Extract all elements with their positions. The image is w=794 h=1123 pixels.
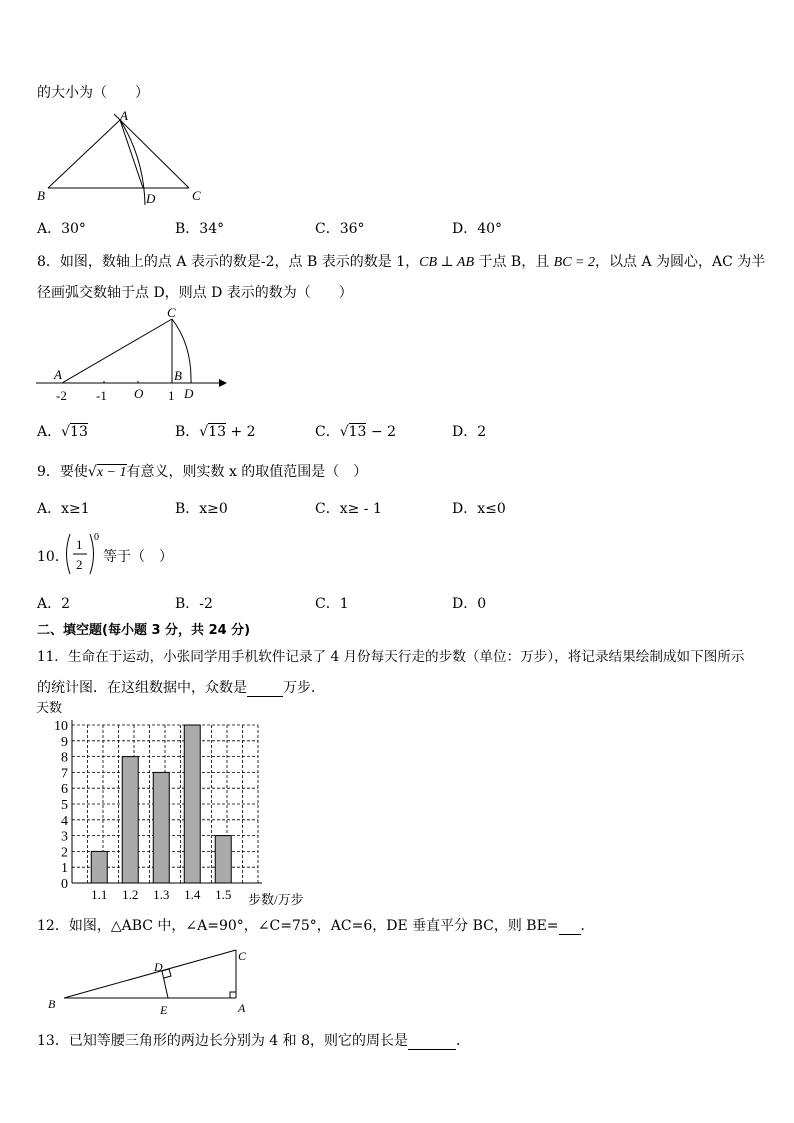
q13-text-b: ． <box>455 1033 470 1049</box>
q8-label-a: A <box>54 367 62 382</box>
chart-bar-1.2 <box>122 757 138 883</box>
q8-option-d[interactable]: D．2 <box>452 424 487 440</box>
q9-option-b[interactable]: B．x≥0 <box>175 501 228 517</box>
q10-option-a[interactable]: A．2 <box>37 596 71 612</box>
q12-label-a: A <box>238 1001 246 1015</box>
q13-stem <box>37 1030 470 1050</box>
chart-x-tick-label: 1.5 <box>215 887 232 902</box>
q8-tick-neg1: -1 <box>96 388 107 403</box>
chart-bar-1.3 <box>153 772 169 883</box>
chart-bar-1.5 <box>215 836 231 883</box>
q9-stem <box>37 461 367 481</box>
q12-label-e: E <box>160 1003 168 1017</box>
q11-bar-chart <box>30 698 320 910</box>
q10-prefix: 10． <box>37 549 69 565</box>
q10-fraction <box>62 530 104 580</box>
chart-y-tick-label: 2 <box>61 845 68 861</box>
q10-numerator: 1 <box>76 537 83 552</box>
q8-line1 <box>37 251 765 271</box>
q7-option-d[interactable]: D．40° <box>452 221 503 237</box>
q8-label-c: C <box>167 305 176 320</box>
q8-line1-c: ，以点 A 为圆心，AC 为半 <box>595 254 766 270</box>
chart-bar-1.4 <box>184 725 200 883</box>
q8-label-b: B <box>174 368 182 383</box>
q7-option-c[interactable]: C．36° <box>315 221 365 237</box>
q9-prefix: 9．要使 <box>37 464 88 480</box>
q7-label-a: A <box>120 108 128 123</box>
q8-option-b-radicand: 13 <box>208 424 227 440</box>
q8-option-b-sqrt: √13 <box>199 424 227 440</box>
q8-tick-1: 1 <box>168 388 175 403</box>
chart-y-tick-label: 6 <box>61 782 68 798</box>
q8-option-c[interactable] <box>315 421 396 441</box>
chart-x-tick-label: 1.2 <box>122 887 139 902</box>
q10-option-c[interactable]: C．1 <box>315 596 349 612</box>
q12-text-a: 12．如图，△ABC 中，∠A=90°，∠C=75°，AC=6，DE 垂直平分 BC，则 BE= <box>37 918 559 934</box>
q10-exponent: 0 <box>94 532 99 543</box>
q10-suffix: 等于（ ） <box>103 549 173 565</box>
q11-answer-blank[interactable] <box>247 680 283 697</box>
q7-option-b[interactable]: B．34° <box>175 221 225 237</box>
q9-suffix: 有意义，则实数 x 的取值范围是（ ） <box>126 464 368 480</box>
q8-option-c-prefix: C． <box>315 424 340 440</box>
q12-stem <box>37 915 595 935</box>
chart-y-tick-label: 8 <box>61 750 68 766</box>
q8-option-b[interactable] <box>175 421 256 441</box>
q12-label-b: B <box>48 997 56 1011</box>
q7-figure <box>34 108 214 208</box>
section2-title: 二、填空题(每小题 3 分，共 24 分) <box>37 623 251 638</box>
chart-y-tick-label: 5 <box>61 798 68 813</box>
q12-figure <box>44 944 264 1019</box>
q11-line2-b: 万步． <box>283 680 325 696</box>
chart-y-tick-label: 1 <box>61 861 68 877</box>
q8-option-a-sqrt: √13 <box>61 424 88 440</box>
q12-label-d: D <box>154 960 163 974</box>
chart-y-tick-label: 9 <box>61 734 68 750</box>
chart-x-tick-label: 1.1 <box>91 887 108 902</box>
chart-ylabel: 天数 <box>36 700 63 715</box>
chart-y-tick-label: 3 <box>61 829 68 845</box>
q9-option-a[interactable]: A．x≥1 <box>37 501 90 517</box>
q8-line2: 径画弧交数轴于点 D，则点 D 表示的数为（ ） <box>37 285 353 301</box>
q8-option-b-prefix: B． <box>175 424 200 440</box>
chart-x-tick-label: 1.4 <box>184 887 201 902</box>
q9-option-d[interactable]: D．x≤0 <box>452 501 506 517</box>
q10-option-d[interactable]: D．0 <box>452 596 487 612</box>
q9-sqrt: √x − 1 <box>87 464 127 480</box>
q7-stem-tail: 的大小为（ ） <box>37 85 149 101</box>
q10-denominator: 2 <box>76 557 83 572</box>
q8-math-bc: BC = 2 <box>553 255 595 270</box>
q8-label-d: D <box>184 386 194 401</box>
q8-option-a-radicand: 13 <box>70 424 88 440</box>
chart-y-tick-label: 10 <box>54 719 68 734</box>
chart-y-ticks <box>54 719 68 892</box>
q7-label-d: D <box>146 191 156 206</box>
q8-line1-a: 8．如图，数轴上的点 A 表示的数是-2，点 B 表示的数是 1， <box>37 254 420 270</box>
chart-y-tick-label: 4 <box>61 813 68 829</box>
q7-option-a[interactable]: A．30° <box>37 221 86 237</box>
q8-option-b-suffix: + 2 <box>230 424 256 440</box>
q8-option-c-suffix: − 2 <box>370 424 397 440</box>
q12-answer-blank[interactable] <box>559 918 581 935</box>
q12-label-c: C <box>238 949 247 963</box>
q8-math-cb-perp-ab: CB ⊥ AB <box>419 255 475 270</box>
q9-option-c[interactable]: C．x≥ - 1 <box>315 501 382 517</box>
chart-y-tick-label: 7 <box>61 766 68 782</box>
q12-text-b: ． <box>580 918 595 934</box>
q9-radicand: x − 1 <box>96 465 127 480</box>
q8-line1-b: 于点 B，且 <box>474 254 554 270</box>
q13-text-a: 13．已知等腰三角形的两边长分别为 4 和 8，则它的周长是 <box>37 1033 408 1049</box>
q7-label-c: C <box>192 188 201 203</box>
q8-option-a-prefix: A． <box>37 424 62 440</box>
q13-answer-blank[interactable] <box>408 1033 456 1050</box>
chart-y-tick-label: 0 <box>61 877 68 892</box>
q11-line2-a: 的统计图．在这组数据中，众数是 <box>37 680 247 696</box>
q10-option-b[interactable]: B．-2 <box>175 596 213 612</box>
chart-x-tick-label: 1.3 <box>153 887 170 902</box>
chart-xlabel: 步数/万步 <box>248 892 304 907</box>
q8-option-c-radicand: 13 <box>348 424 367 440</box>
q8-option-a[interactable] <box>37 421 88 441</box>
q8-label-o: O <box>134 386 144 401</box>
q11-line1: 11．生命在于运动，小张同学用手机软件记录了 4 月份每天行走的步数（单位：万步），将记录结果绘制成如下图所示 <box>37 649 745 665</box>
q11-line2 <box>37 677 325 697</box>
q8-tick-neg2: -2 <box>56 388 67 403</box>
q8-figure <box>34 305 234 405</box>
q7-label-b: B <box>37 188 45 203</box>
chart-bar-1.1 <box>91 851 107 883</box>
chart-x-ticks <box>91 887 231 902</box>
q8-option-c-sqrt: √13 <box>339 424 367 440</box>
